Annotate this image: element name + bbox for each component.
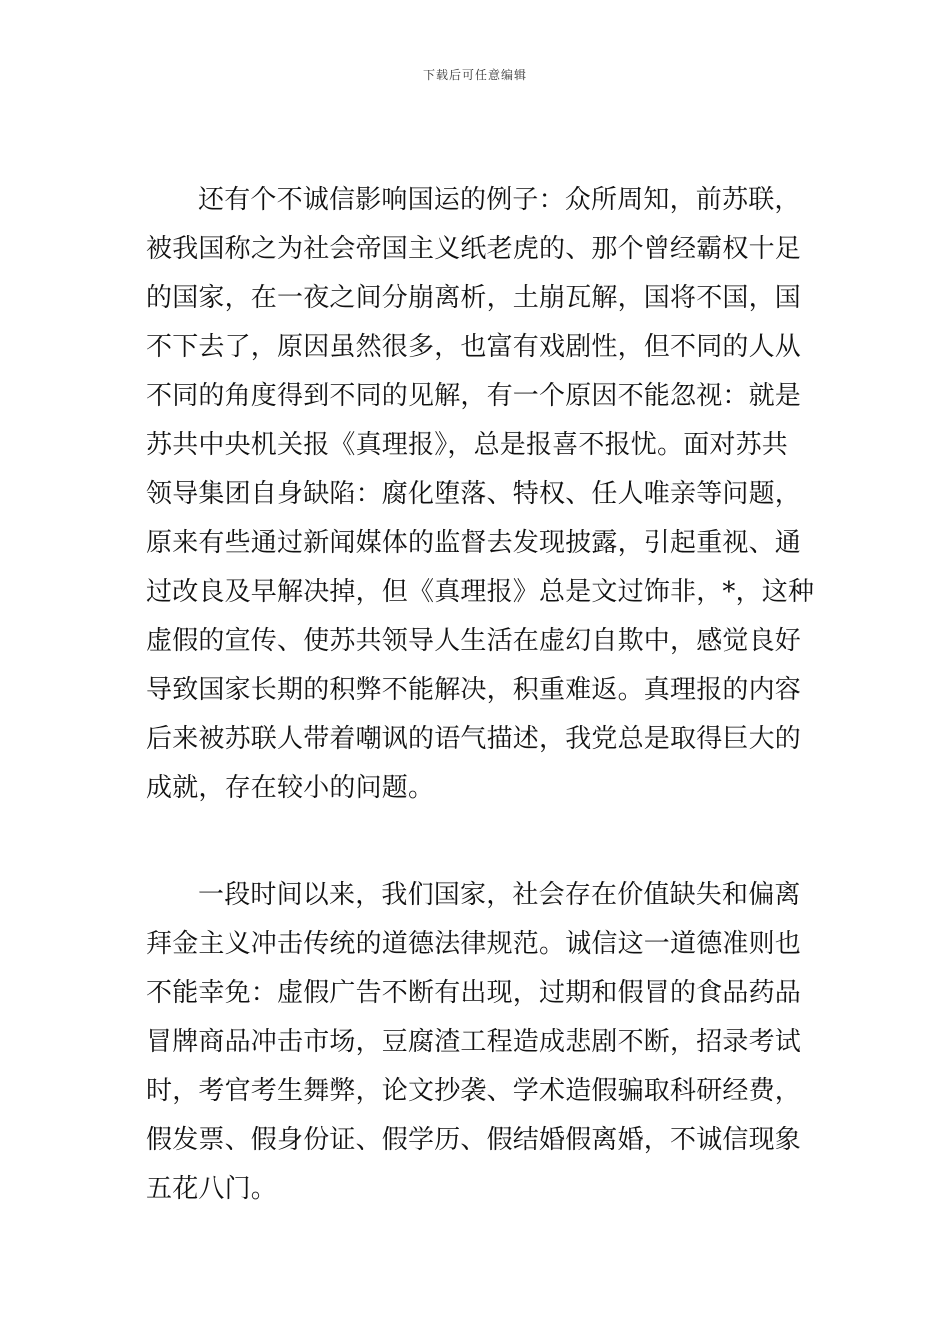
paragraph-line: 领导集团自身缺陷：腐化堕落、特权、任人唯亲等问题， [146,479,802,509]
paragraph-line: 成就，存在较小的问题。 [146,773,435,803]
paragraph-line: 时，考官考生舞弊，论文抄袭、学术造假骗取科研经费， [146,1076,802,1106]
paragraph-line: 不同的角度得到不同的见解，有一个原因不能忽视：就是 [146,381,802,411]
paragraph-line: 还有个不诚信影响国运的例子：众所周知，前苏联， [198,185,801,215]
paragraph-line: 五花八门。 [146,1174,278,1204]
paragraph-2 [146,871,808,1214]
paragraph-line: 一段时间以来，我们国家，社会存在价值缺失和偏离 [198,880,801,910]
paragraph-line: 原来有些通过新闻媒体的监督去发现披露，引起重视、通 [146,528,802,558]
paragraph-line: 不能幸免：虚假广告不断有出现，过期和假冒的食品药品 [146,978,802,1008]
paragraph-line: 过改良及早解决掉，但《真理报》总是文过饰非，*，这种 [146,577,815,607]
paragraph-line: 导致国家长期的积弊不能解决，积重难返。真理报的内容 [146,675,802,705]
paragraph-line: 拜金主义冲击传统的道德法律规范。诚信这一道德准则也 [146,929,802,959]
paragraph-line: 虚假的宣传、使苏共领导人生活在虚幻自欺中，感觉良好 [146,626,802,656]
header-note: 下载后可任意编辑 [422,68,527,82]
paragraph-line: 假发票、假身份证、假学历、假结婚假离婚，不诚信现象 [146,1125,802,1155]
paragraph-line: 后来被苏联人带着嘲讽的语气描述，我党总是取得巨大的 [146,724,802,754]
paragraph-line: 冒牌商品冲击市场，豆腐渣工程造成悲剧不断，招录考试 [146,1027,802,1057]
paragraph-line: 被我国称之为社会帝国主义纸老虎的、那个曾经霸权十足 [146,234,802,264]
paragraph-1 [146,176,815,813]
paragraph-line: 苏共中央机关报《真理报》，总是报喜不报忧。面对苏共 [146,430,789,460]
paragraph-line: 不下去了，原因虽然很多，也富有戏剧性，但不同的人从 [146,332,802,362]
paragraph-line: 的国家，在一夜之间分崩离析，土崩瓦解，国将不国，国 [146,283,802,313]
